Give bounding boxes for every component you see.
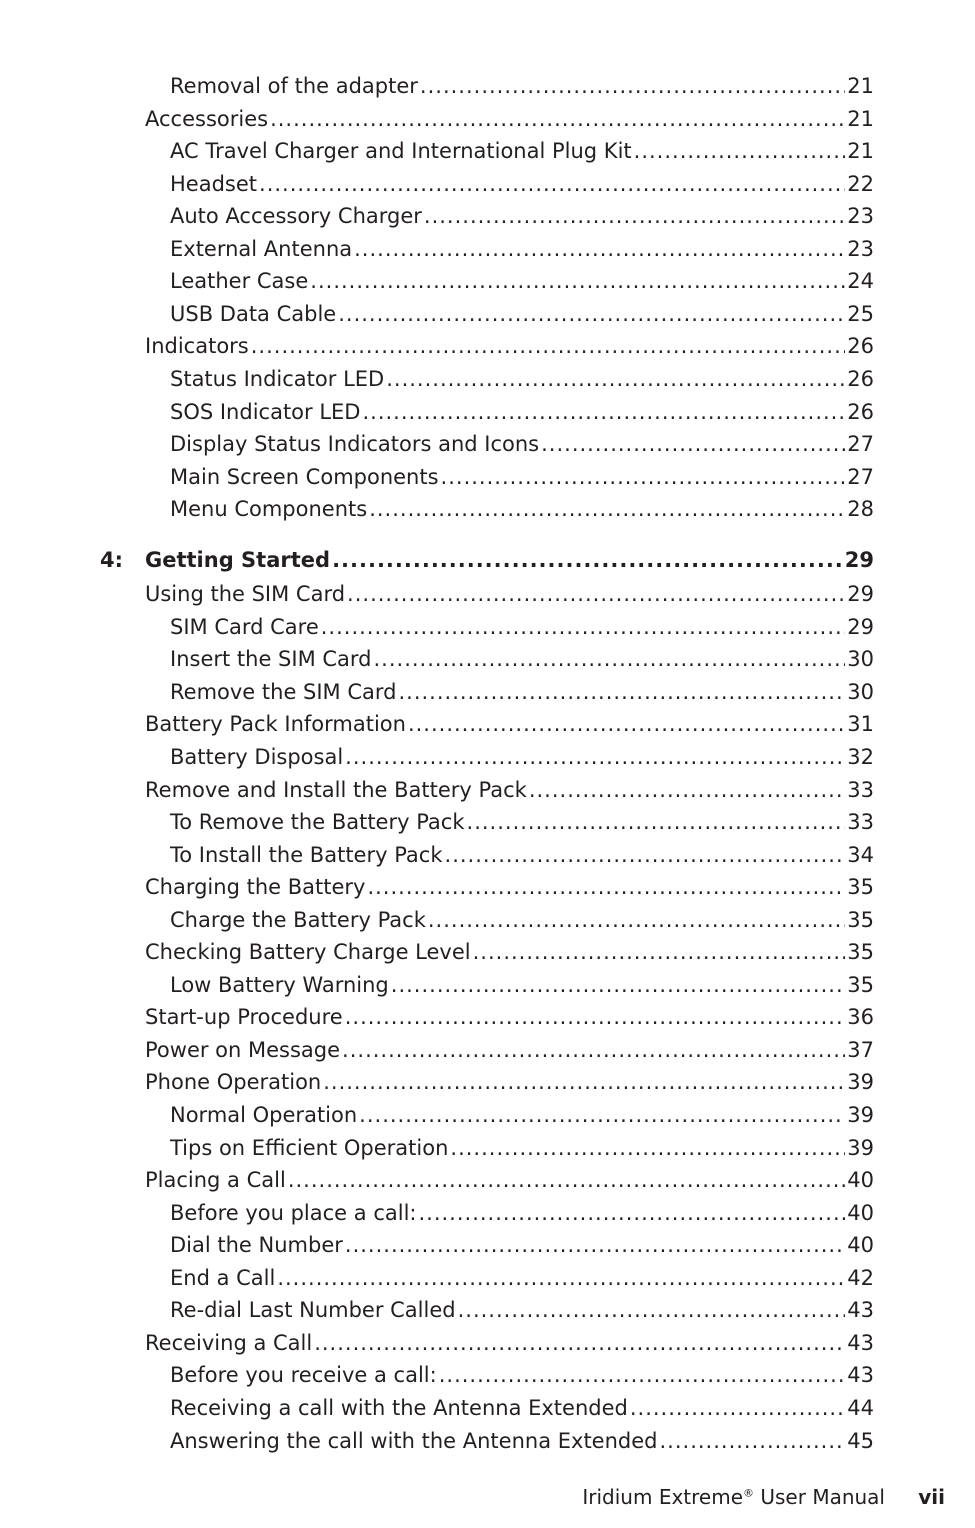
toc-entry-line — [170, 1393, 874, 1423]
toc-entry[interactable] — [0, 1067, 975, 1097]
toc-entry-line — [145, 579, 874, 609]
toc-page-number: 28 — [847, 497, 874, 521]
toc-page-number: 44 — [847, 1396, 874, 1420]
toc-entry-title: SOS Indicator LED — [170, 397, 360, 427]
dot-leader — [529, 775, 845, 805]
toc-page-number: 40 — [847, 1168, 874, 1192]
toc-entry[interactable] — [0, 1035, 975, 1065]
toc-entry-title: Power on Message — [145, 1035, 340, 1065]
dot-leader — [386, 364, 845, 394]
toc-page-number: 43 — [847, 1298, 874, 1322]
dot-leader — [288, 1165, 845, 1195]
dot-leader — [259, 169, 845, 199]
toc-chapter[interactable] — [0, 545, 975, 575]
registered-mark: ® — [743, 1486, 755, 1500]
toc-page-number: 30 — [847, 680, 874, 704]
toc-page-number: 39 — [847, 1103, 874, 1127]
dot-leader — [458, 1295, 846, 1325]
toc-entry[interactable] — [0, 136, 975, 166]
dot-leader — [345, 742, 845, 772]
toc-page-number: 42 — [847, 1266, 874, 1290]
toc-page-number: 33 — [847, 778, 874, 802]
toc-entry[interactable] — [0, 872, 975, 902]
toc-entry-title: Using the SIM Card — [145, 579, 345, 609]
toc-entry[interactable] — [0, 1295, 975, 1325]
toc-entry-line — [170, 1295, 874, 1325]
toc-entry[interactable] — [0, 104, 975, 134]
toc-page-number: 35 — [847, 908, 874, 932]
toc-entry-title: Auto Accessory Charger — [170, 201, 422, 231]
toc-entry[interactable] — [0, 937, 975, 967]
toc-entry-line — [170, 970, 874, 1000]
toc-entry-line — [145, 775, 874, 805]
toc-entry-line — [145, 1165, 874, 1195]
dot-leader — [391, 970, 845, 1000]
toc-page-number: 21 — [847, 107, 874, 131]
toc-entry-title: Getting Started — [145, 545, 330, 575]
toc-entry[interactable] — [0, 709, 975, 739]
toc-entry-title: Menu Components — [170, 494, 367, 524]
toc-entry[interactable] — [0, 1426, 975, 1456]
dot-leader — [398, 677, 845, 707]
toc-entry-line — [170, 1198, 874, 1228]
dot-leader — [323, 1067, 845, 1097]
toc-entry[interactable] — [0, 612, 975, 642]
toc-entry-title: Remove and Install the Battery Pack — [145, 775, 527, 805]
toc-page-number: 24 — [847, 269, 874, 293]
toc-page-number: 43 — [847, 1363, 874, 1387]
toc-entry[interactable] — [0, 807, 975, 837]
toc-entry[interactable] — [0, 462, 975, 492]
toc-entry[interactable] — [0, 775, 975, 805]
toc-entry-title: AC Travel Charger and International Plug Kit — [170, 136, 632, 166]
toc-page-number: 30 — [847, 647, 874, 671]
dot-leader — [374, 644, 846, 674]
dot-leader — [420, 71, 845, 101]
dot-leader — [441, 462, 846, 492]
toc-entry[interactable] — [0, 840, 975, 870]
toc-page-number: 35 — [847, 973, 874, 997]
toc-entry[interactable] — [0, 429, 975, 459]
toc-entry-title: Normal Operation — [170, 1100, 357, 1130]
toc-page-number: 43 — [847, 1331, 874, 1355]
toc-entry-line — [170, 1100, 874, 1130]
toc-entry-title: Status Indicator LED — [170, 364, 384, 394]
toc-entry-line — [145, 104, 874, 134]
toc-entry-title: To Install the Battery Pack — [170, 840, 443, 870]
toc-entry-title: Low Battery Warning — [170, 970, 389, 1000]
toc-entry-title: Indicators — [145, 331, 249, 361]
dot-leader — [428, 905, 845, 935]
dot-leader — [450, 1133, 845, 1163]
toc-page-number: 25 — [847, 302, 874, 326]
dot-leader — [418, 1198, 845, 1228]
dot-leader — [630, 1393, 845, 1423]
chapter-number: 4: — [100, 548, 124, 572]
toc-page-number: 31 — [847, 712, 874, 736]
toc-entry-title: Headset — [170, 169, 257, 199]
dot-leader — [277, 1263, 845, 1293]
toc-entry-title: SIM Card Care — [170, 612, 319, 642]
toc-entry[interactable] — [0, 201, 975, 231]
toc-entry[interactable] — [0, 677, 975, 707]
dot-leader — [332, 545, 843, 575]
toc-entry-title: Main Screen Components — [170, 462, 439, 492]
toc-entry-title: Charging the Battery — [145, 872, 365, 902]
dot-leader — [369, 494, 845, 524]
toc-entry-line — [170, 201, 874, 231]
toc-entry-title: Charge the Battery Pack — [170, 905, 426, 935]
dot-leader — [362, 397, 845, 427]
toc-entry-line — [145, 1002, 874, 1032]
toc-entry-line — [170, 1133, 874, 1163]
toc-page-number: 35 — [847, 940, 874, 964]
dot-leader — [660, 1426, 846, 1456]
dot-leader — [408, 709, 845, 739]
toc-entry[interactable] — [0, 970, 975, 1000]
toc-entry[interactable] — [0, 1328, 975, 1358]
toc-entry-title: Remove the SIM Card — [170, 677, 396, 707]
toc-page-number: 21 — [847, 74, 874, 98]
toc-entry-title: Tips on Efficient Operation — [170, 1133, 448, 1163]
toc-entry[interactable] — [0, 579, 975, 609]
toc-entry-line — [170, 1360, 874, 1390]
toc-page-number: 35 — [847, 875, 874, 899]
toc-entry-title: Dial the Number — [170, 1230, 343, 1260]
toc-entry-title: Start-up Procedure — [145, 1002, 343, 1032]
dot-leader — [359, 1100, 845, 1130]
dot-leader — [467, 807, 846, 837]
dot-leader — [347, 579, 845, 609]
toc-entry-title: To Remove the Battery Pack — [170, 807, 465, 837]
toc-entry-title: Placing a Call — [145, 1165, 286, 1195]
toc-entry-line — [170, 1230, 874, 1260]
toc-entry[interactable] — [0, 266, 975, 296]
toc-entry[interactable] — [0, 644, 975, 674]
toc-page-number: 26 — [847, 400, 874, 424]
toc-entry-line — [145, 1035, 874, 1065]
toc-entry-title: Receiving a call with the Antenna Extended — [170, 1393, 628, 1423]
toc-entry[interactable] — [0, 1100, 975, 1130]
dot-leader — [321, 612, 846, 642]
toc-page-number: 23 — [847, 237, 874, 261]
toc-entry-title: End a Call — [170, 1263, 275, 1293]
toc-entry[interactable] — [0, 1198, 975, 1228]
toc-page-number: 29 — [847, 582, 874, 606]
toc-entry-line — [145, 937, 874, 967]
toc-entry[interactable] — [0, 331, 975, 361]
toc-entry[interactable] — [0, 397, 975, 427]
toc-entry-line — [145, 1328, 874, 1358]
toc-entry-title: Leather Case — [170, 266, 308, 296]
toc-entry-line — [145, 1067, 874, 1097]
toc-entry[interactable] — [0, 742, 975, 772]
toc-page-number: 23 — [847, 204, 874, 228]
toc-entry[interactable] — [0, 1230, 975, 1260]
toc-entry[interactable] — [0, 1133, 975, 1163]
dot-leader — [314, 1328, 845, 1358]
dot-leader — [338, 299, 845, 329]
toc-entry-title: Re-dial Last Number Called — [170, 1295, 456, 1325]
toc-entry[interactable] — [0, 1002, 975, 1032]
footer-manual-title: Iridium Extreme® User Manual — [582, 1485, 885, 1509]
dot-leader — [342, 1035, 845, 1065]
page-footer — [0, 1482, 975, 1512]
toc-entry[interactable] — [0, 1393, 975, 1423]
toc-entry-line — [170, 905, 874, 935]
toc-entry-line — [170, 169, 874, 199]
toc-page-number: 32 — [847, 745, 874, 769]
toc-entry-line — [170, 266, 874, 296]
dot-leader — [634, 136, 846, 166]
toc-entry-line — [170, 364, 874, 394]
dot-leader — [367, 872, 845, 902]
toc-page-number: 40 — [847, 1201, 874, 1225]
toc-entry-line — [170, 1263, 874, 1293]
toc-entry-title: External Antenna — [170, 234, 352, 264]
toc-entry-line — [145, 331, 874, 361]
toc-page-number: 39 — [847, 1070, 874, 1094]
dot-leader — [270, 104, 845, 134]
toc-page-number: 29 — [844, 548, 874, 572]
dot-leader — [354, 234, 845, 264]
toc-page-number: 27 — [847, 432, 874, 456]
dot-leader — [345, 1230, 845, 1260]
dot-leader — [345, 1002, 846, 1032]
toc-entry[interactable] — [0, 1360, 975, 1390]
toc-entry[interactable] — [0, 905, 975, 935]
dot-leader — [439, 1360, 846, 1390]
toc-page-number: 33 — [847, 810, 874, 834]
toc-entry-line — [170, 612, 874, 642]
toc-page-number: 26 — [847, 334, 874, 358]
toc-entry[interactable] — [0, 1165, 975, 1195]
toc-entry[interactable] — [0, 1263, 975, 1293]
toc-entry-line — [170, 234, 874, 264]
toc-page-number: 39 — [847, 1136, 874, 1160]
dot-leader — [445, 840, 846, 870]
toc-entry-title: Display Status Indicators and Icons — [170, 429, 539, 459]
toc-page-number: 34 — [847, 843, 874, 867]
toc-entry[interactable] — [0, 299, 975, 329]
toc-entry-line — [145, 709, 874, 739]
toc-entry-title: Insert the SIM Card — [170, 644, 372, 674]
toc-entry-line — [145, 872, 874, 902]
toc-entry-line — [170, 644, 874, 674]
toc-entry-title: Before you place a call: — [170, 1198, 416, 1228]
toc-entry-title: Receiving a Call — [145, 1328, 312, 1358]
toc-entry-line — [170, 299, 874, 329]
toc-entry-line — [170, 742, 874, 772]
toc-entry-title: Battery Pack Information — [145, 709, 406, 739]
toc-entry-line — [170, 397, 874, 427]
toc-entry-title: Answering the call with the Antenna Extended — [170, 1426, 658, 1456]
toc-entry-line — [170, 494, 874, 524]
toc-entry-title: USB Data Cable — [170, 299, 336, 329]
toc-entry[interactable] — [0, 234, 975, 264]
toc-entry-title: Phone Operation — [145, 1067, 321, 1097]
toc-entry-title: Checking Battery Charge Level — [145, 937, 471, 967]
toc-entry[interactable] — [0, 494, 975, 524]
toc-page-number: 40 — [847, 1233, 874, 1257]
toc-entry-line — [170, 429, 874, 459]
toc-entry-line — [145, 545, 874, 575]
toc-entry-title: Removal of the adapter — [170, 71, 418, 101]
toc-entry-line — [170, 677, 874, 707]
toc-entry-title: Before you receive a call: — [170, 1360, 437, 1390]
dot-leader — [310, 266, 845, 296]
toc-page-number: 45 — [847, 1429, 874, 1453]
toc-entry[interactable] — [0, 71, 975, 101]
toc-entry[interactable] — [0, 169, 975, 199]
dot-leader — [473, 937, 846, 967]
toc-entry-title: Accessories — [145, 104, 268, 134]
toc-page-number: 29 — [847, 615, 874, 639]
toc-entry-line — [170, 136, 874, 166]
dot-leader — [251, 331, 846, 361]
toc-entry-line — [170, 1426, 874, 1456]
toc-entry-line — [170, 807, 874, 837]
toc-page-number: 22 — [847, 172, 874, 196]
toc-page-number: 36 — [847, 1005, 874, 1029]
dot-leader — [424, 201, 845, 231]
toc-page-number: 26 — [847, 367, 874, 391]
footer-page-number: vii — [918, 1485, 945, 1509]
toc-entry-line — [170, 840, 874, 870]
toc-page-number: 21 — [847, 139, 874, 163]
toc-page-number: 27 — [847, 465, 874, 489]
toc-entry-title: Battery Disposal — [170, 742, 343, 772]
toc-entry[interactable] — [0, 364, 975, 394]
toc-page-number: 37 — [847, 1038, 874, 1062]
toc-entry-line — [170, 71, 874, 101]
dot-leader — [541, 429, 845, 459]
toc-entry-line — [170, 462, 874, 492]
